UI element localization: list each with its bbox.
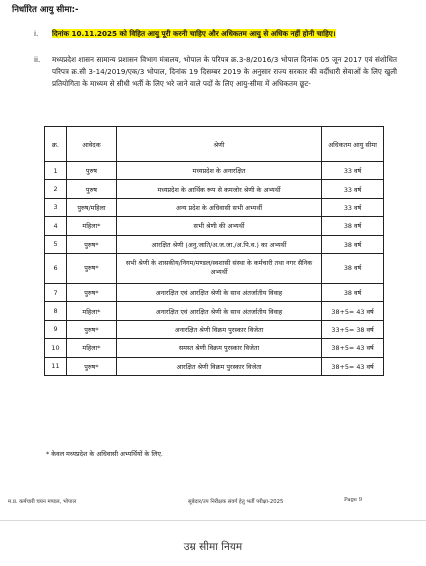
cell-age: 33+5= 38 वर्ष [322, 320, 384, 338]
cell-category: सभी श्रेणी की अभ्यर्थी [116, 217, 321, 235]
cell-applicant: पुरुष* [66, 235, 116, 253]
cell-applicant: पुरुष* [66, 253, 116, 283]
cell-age: 33 वर्ष [322, 180, 384, 198]
cell-applicant: महिला* [66, 339, 116, 357]
cell-no: 1 [45, 162, 67, 180]
header-applicant: आवेदक [66, 127, 116, 162]
table-row [45, 162, 384, 180]
cell-age: 33 वर्ष [322, 162, 384, 180]
table-row [45, 235, 384, 253]
cell-category: अनारक्षित एवं आरक्षित श्रेणी के साथ अंतर्जातीय विवाह [116, 283, 321, 301]
clause-1-text [52, 28, 404, 40]
cell-applicant: पुरुष/महिला [66, 198, 116, 216]
table-row [45, 253, 384, 283]
cell-category: मध्यप्रदेश के आर्थिक रूप से कमजोर श्रेणी के अभ्यर्थी [116, 180, 321, 198]
cell-age: 38+5= 43 वर्ष [322, 339, 384, 357]
cell-category: मध्यप्रदेश के अनारक्षित [116, 162, 321, 180]
page-number: Page 9 [344, 497, 363, 503]
table-row [45, 357, 384, 375]
image-caption: उम्र सीमा नियम [183, 541, 243, 553]
cell-no: 5 [45, 235, 67, 253]
cell-no: 11 [45, 357, 67, 375]
page-footer [8, 497, 388, 507]
clause-2-text: मध्यप्रदेश शासन सामान्य प्रशासन विभाग मंत्रालय, भोपाल के परिपत्र क्र.3-8/2016/3 भोपाल दिनांक 05 जून 2017 एवं संशोधित परिपत्र क्र.सी 3-14/2019/एक/3 भोपाल, दिनांक 19 दिसम्बर 2019 के अनुसार राज्य सरकार की वर्दीधारी सेवाओं के लिए खुली प्रतियोगिता के माध्यम से सीधी भर्ती के लिए भरे जाने वाले पदों के लिए आयु-सीमा में अधिकतम छूट- [52, 55, 397, 88]
table-row [45, 283, 384, 301]
cell-age: 38 वर्ष [322, 283, 384, 301]
cell-no: 7 [45, 283, 67, 301]
cell-category: आरक्षित श्रेणी विक्रम पुरस्कार विजेता [116, 357, 321, 375]
cell-age: 38 वर्ष [322, 217, 384, 235]
footer-left: म.प्र. कर्मचारी चयन मण्डल, भोपाल [8, 499, 77, 505]
table-row [45, 198, 384, 216]
cell-applicant: पुरुष [66, 180, 116, 198]
footnote: * केवल मध्यप्रदेश के अधिवासी अभ्यर्थियों के लिए. [46, 450, 163, 458]
cell-no: 6 [45, 253, 67, 283]
table-header-row [45, 127, 384, 162]
table-row [45, 180, 384, 198]
cell-no: 10 [45, 339, 67, 357]
table-row [45, 339, 384, 357]
cell-no: 4 [45, 217, 67, 235]
header-no: क्र. [45, 127, 67, 162]
cell-category: अन्य प्रदेश के अधिवासी सभी अभ्यर्थी [116, 198, 321, 216]
cell-age: 38+5= 43 वर्ष [322, 357, 384, 375]
cell-age: 38 वर्ष [322, 235, 384, 253]
cell-category: समस्त श्रेणी विक्रम पुरस्कार विजेता [116, 339, 321, 357]
cell-no: 8 [45, 302, 67, 320]
header-category: श्रेणी [116, 127, 321, 162]
cell-age: 38 वर्ष [322, 253, 384, 283]
section-heading: निर्धारित आयु सीमा:- [12, 5, 79, 15]
cell-no: 3 [45, 198, 67, 216]
cell-applicant: महिला* [66, 217, 116, 235]
cell-no: 9 [45, 320, 67, 338]
cell-category: सभी श्रेणी के शासकीय/निगम/मण्डल/स्वशासी संस्था के कर्मचारी तथा नगर सैनिक अभ्यर्थी [116, 253, 321, 283]
cell-applicant: पुरुष* [66, 320, 116, 338]
table-row [45, 217, 384, 235]
header-age: अधिकतम आयु सीमा [322, 127, 384, 162]
age-limit-table [44, 126, 384, 376]
cell-age: 38+5= 43 वर्ष [322, 302, 384, 320]
table-row [45, 320, 384, 338]
clause-1-number: i. [34, 29, 39, 38]
cell-applicant: पुरुष [66, 162, 116, 180]
cell-applicant: पुरुष* [66, 357, 116, 375]
cell-category: अनारक्षित श्रेणी विक्रम पुरस्कार विजेता [116, 320, 321, 338]
cell-no: 2 [45, 180, 67, 198]
cell-applicant: महिला* [66, 302, 116, 320]
clause-1-highlight: दिनांक 10.11.2025 को विहित आयु पूरी करनी चाहिए और अधिकतम आयु से अधिक नहीं होनी चाहिए। [52, 29, 336, 38]
cell-age: 33 वर्ष [322, 198, 384, 216]
table-row [45, 302, 384, 320]
cell-category: अनारक्षित एवं आरक्षित श्रेणी के साथ अंतर्जातीय विवाह [116, 302, 321, 320]
cell-category: आरक्षित श्रेणी (अनु.जाति/अ.ज.जा./अ.पि.व.) का अभ्यर्थी [116, 235, 321, 253]
cell-applicant: पुरुष* [66, 283, 116, 301]
footer-center: सूबेदार/उप निरीक्षक संवर्ग हेतु भर्ती परीक्षा-2025 [188, 499, 284, 505]
clause-2-number: ii. [34, 55, 41, 64]
